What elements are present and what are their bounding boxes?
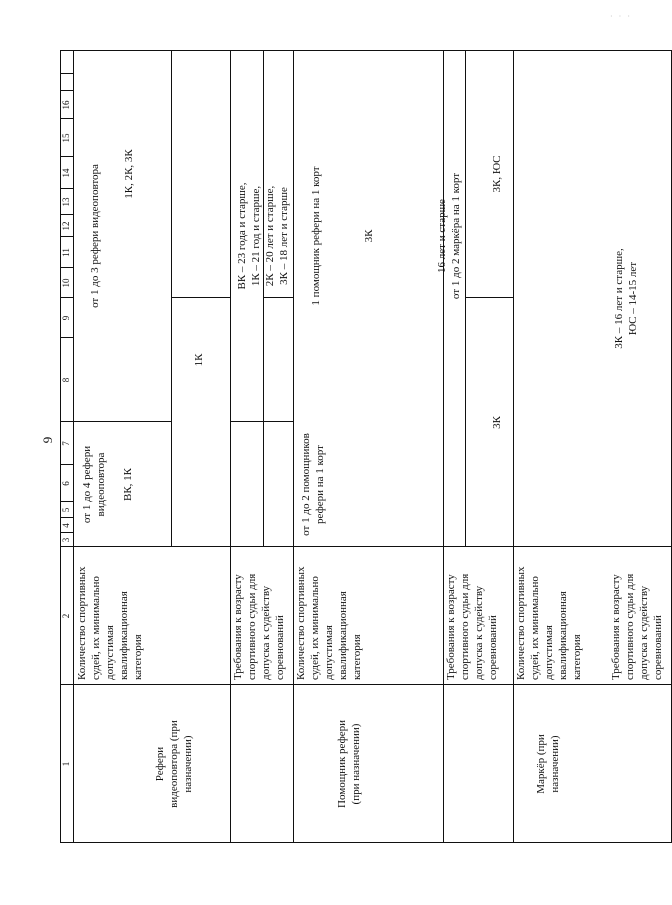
assistant-referee-count-b: 1 помощник рефери на 1 корт [310,166,322,306]
assistant-referee-count-a: от 1 до 2 помощников рефери на 1 корт [300,433,326,536]
header-col-13: 13 [61,197,71,207]
marker-cat-b: 3К, ЮС [491,155,503,193]
criterion-age-1: Требования к возрасту спортивного судьи для допуска к судейству соревнований [232,573,286,680]
header-col-12: 12 [61,221,71,231]
header-col-2: 2 [61,613,71,619]
header-col-10: 10 [61,278,71,288]
cell-split-line [171,422,172,547]
header-col-16: 16 [61,100,71,110]
page-number: 9 [40,436,55,444]
criterion-age-3: Требования к возрасту спортивного судьи для допуска к судейству соревнований [610,573,664,680]
cell-split-line [263,422,264,547]
marker-age: 3К – 16 лет и старше, ЮС – 14-15 лет [613,248,639,349]
scan-corner-mark: · · · [610,12,632,21]
video-referee-age-b: ВК – 23 года и старше, 1К – 21 год и старше, 2К – 20 лет и старше, 3К – 18 лет и старше [236,182,290,290]
criterion-age-2: Требования к возрасту спортивного судьи для допуска к судейству соревнований [445,573,499,680]
header-row-line [73,50,74,843]
header-col-5: 5 [61,507,71,513]
video-referee-cat-c: 1К, 2К, 3К [123,149,135,199]
video-referee-cat-a: ВК, 1К [122,468,134,502]
marker-count: от 1 до 2 маркёра на 1 корт [450,172,462,300]
criterion-count-1: Количество спортивных судей, их минимально допустимая квалификационная категория [76,566,144,680]
assistant-referee-cat-b: 3К [363,229,375,243]
cell-split-line [465,297,513,298]
header-col-3: 3 [61,537,71,543]
cell-split-line [171,50,172,422]
role-marker: Маркёр (при назначении) [535,734,561,794]
header-col-1: 1 [61,761,71,767]
role-assistant-referee: Помощник рефери (при назначении) [336,720,362,808]
marker-cat-a: 3К [491,416,503,429]
role-video-referee: Рефери видеоповтора (при назначении) [154,720,194,808]
header-col-4: 4 [61,523,71,528]
header-col-9: 9 [61,315,71,321]
criterion-count-2: Количество спортивных судей, их минимально допустимая квалификационная категория [295,566,363,680]
video-referee-count-b: от 1 до 3 рефери видеоповтора [89,164,101,308]
assistant-referee-age-b: 16 лет и старше [436,199,448,273]
row-line [230,50,231,843]
row-line [293,50,294,843]
table-border-left [60,842,672,843]
header-col-11: 11 [61,248,71,257]
header-col-15: 15 [61,133,71,143]
regulations-table [60,50,672,843]
header-col-14: 14 [61,168,71,178]
header-col-line [60,73,73,74]
row-line [513,50,514,843]
video-referee-cat-b: 1К [193,353,205,367]
cell-split-line [465,50,466,547]
col-line [60,684,672,685]
header-col-7: 7 [61,441,71,446]
header-col-8: 8 [61,377,71,383]
col-line [60,546,672,547]
criterion-count-3: Количество спортивных судей, их минимально допустимая квалификационная категория [515,566,583,680]
header-col-6: 6 [61,481,71,486]
video-referee-count-a: от 1 до 4 рефери видеоповтора [81,445,107,524]
